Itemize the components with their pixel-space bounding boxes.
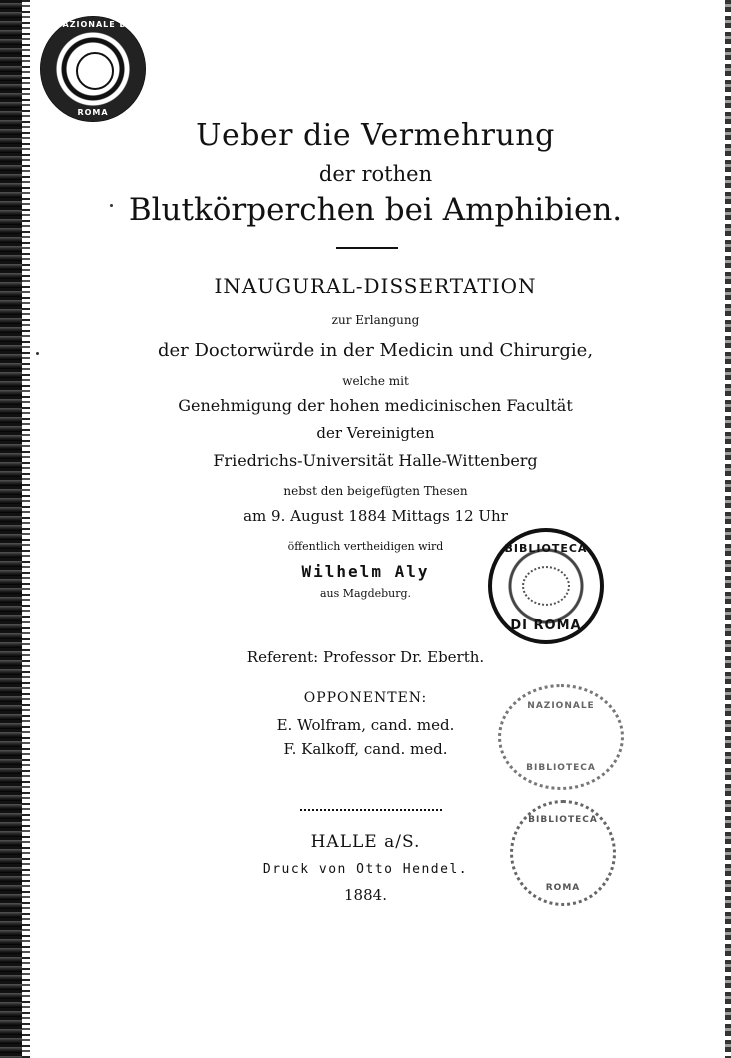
referent: Referent: Professor Dr. Eberth.: [246, 648, 485, 666]
title-line-3: Blutkörperchen bei Amphibien.: [128, 192, 623, 228]
imprint-printer: Druck von Otto Hendel.: [262, 862, 469, 877]
library-stamp-middle-right: [488, 528, 604, 644]
dissertation-line-6: Friedrichs-Universität Halle-Wittenberg: [213, 451, 538, 470]
opponent-1: E. Wolfram, cand. med.: [276, 716, 455, 734]
library-stamp-faint-upper: [498, 684, 624, 790]
author-name: Wilhelm Aly: [301, 562, 430, 581]
dissertation-line-9: öffentlich vertheidigen wird: [287, 540, 444, 553]
stamp-text-top: NAZIONALE: [527, 701, 595, 711]
stamp-emblem-icon: [522, 566, 570, 606]
dissertation-heading: INAUGURAL-DISSERTATION: [214, 274, 537, 298]
imprint-city: HALLE a/S.: [310, 832, 421, 852]
stamp-text-top: BIBLIOTECA: [504, 542, 588, 555]
dissertation-line-5: der Vereinigten: [316, 424, 435, 442]
library-stamp-top-left: [40, 16, 146, 122]
dissertation-line-1: zur Erlangung: [331, 313, 420, 327]
stamp-text-top: NAZIONALE DI: [54, 20, 132, 29]
imprint-divider: [300, 809, 442, 811]
author-origin: aus Magdeburg.: [319, 587, 412, 600]
title-line-2: der rothen: [318, 162, 433, 186]
dissertation-line-3: welche mit: [342, 374, 409, 388]
paper-speck: [36, 352, 39, 355]
imprint-year: 1884.: [344, 886, 387, 904]
paper-speck: [110, 204, 113, 207]
dissertation-line-4: Genehmigung der hohen medicinischen Facultät: [178, 396, 573, 415]
dissertation-line-7: nebst den beigefügten Thesen: [283, 484, 468, 498]
stamp-text-bottom: ROMA: [77, 108, 109, 117]
stamp-text-bottom: BIBLIOTECA: [526, 763, 596, 773]
opponents-heading: OPPONENTEN:: [303, 690, 428, 706]
stamp-text-bottom: DI ROMA: [510, 618, 582, 633]
title-divider: [336, 247, 398, 249]
stamp-center-icon: [76, 52, 114, 90]
title-line-1: Ueber die Vermehrung: [196, 118, 555, 153]
dissertation-line-2: der Doctorwürde in der Medicin und Chirurgie,: [157, 340, 594, 361]
opponent-2: F. Kalkoff, cand. med.: [283, 740, 448, 758]
dissertation-line-8: am 9. August 1884 Mittags 12 Uhr: [243, 507, 508, 525]
stamp-text-bottom: ROMA: [545, 883, 581, 893]
stamp-text-top: BIBLIOTECA: [528, 815, 598, 825]
